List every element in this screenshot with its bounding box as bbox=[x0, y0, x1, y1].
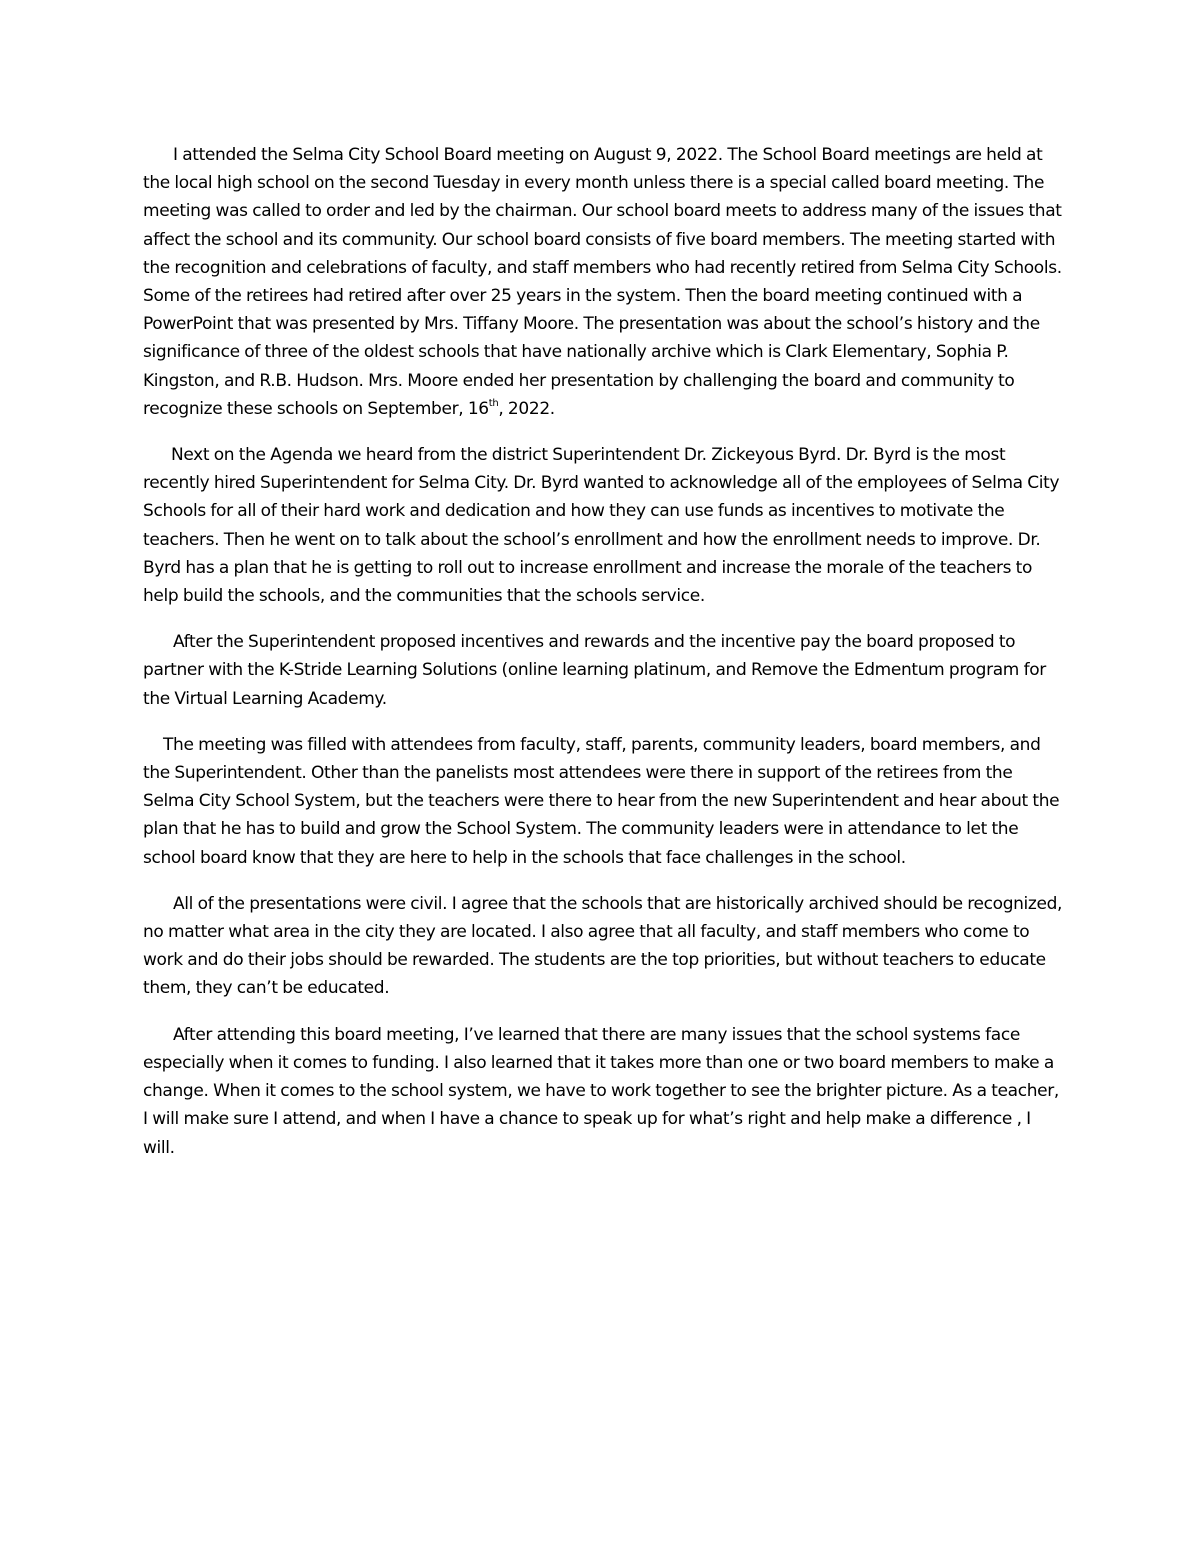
paragraph-4: The meeting was filled with attendees from faculty, staff, parents, community leaders, board members, and the Superintendent. Other than the panelists most attendees were there in support of the retirees from the Selma City School System, but the teachers were there to hear from the new Superintendent and hear about the plan that he has to build and grow the School System. The community leaders were in attendance to let the school board know that they are here to help in the schools that face challenges in the school. bbox=[143, 734, 1060, 868]
document-body bbox=[143, 141, 1063, 1180]
paragraph-2: Next on the Agenda we heard from the district Superintendent Dr. Zickeyous Byrd. Dr. Byrd is the most recently hired Superintendent for Selma City. Dr. Byrd wanted to acknowledge all of the employees of Selma City Schools for all of their hard work and dedication and how they can use funds as incentives to motivate the teachers. Then he went on to talk about the school’s enrollment and how the enrollment needs to improve. Dr. Byrd has a plan that he is getting to roll out to increase enrollment and increase the morale of the teachers to help build the schools, and the communities that the schools service. bbox=[143, 445, 1060, 607]
paragraph-6: After attending this board meeting, I’ve learned that there are many issues that the school systems face especially when it comes to funding. I also learned that it takes more than one or two board members to make a change. When it comes to the school system, we have to work together to see the brighter picture. As a teacher, I will make sure I attend, and when I have a chance to speak up for what’s right and help make a difference , I will. bbox=[143, 1024, 1059, 1158]
paragraph-1 bbox=[143, 141, 1063, 423]
ordinal-suffix: th bbox=[488, 398, 499, 410]
paragraph-3: After the Superintendent proposed incentives and rewards and the incentive pay the board proposed to partner with the K-Stride Learning Solutions (online learning platinum, and Remove the Edmentum program for the Virtual Learning Academy. bbox=[143, 632, 1046, 709]
paragraph-5: All of the presentations were civil. I agree that the schools that are historically archived should be recognized, no matter what area in the city they are located. I also agree that all faculty, and staff members who come to work and do their jobs should be rewarded. The students are the top priorities, but without teachers to educate them, they can’t be educated. bbox=[143, 893, 1063, 999]
paragraph-1-ending: , 2022. bbox=[498, 398, 555, 419]
paragraph-1-text: I attended the Selma City School Board meeting on August 9, 2022. The School Board meetings are held at the local high school on the second Tuesday in every month unless there is a special called board meeting. The meeting was called to order and led by the chairman. Our school board meets to address many of the issues that affect the school and its community. Our school board consists of five board members. The meeting started with the recognition and celebrations of faculty, and staff members who had recently retired from Selma City Schools. Some of the retirees had retired after over 25 years in the system. Then the board meeting continued with a PowerPoint that was presented by Mrs. Tiffany Moore. The presentation was about the school’s history and the significance of three of the oldest schools that have nationally archive which is Clark Elementary, Sophia P. Kingston, and R.B. Hudson. Mrs. Moore ended her presentation by challenging the board and community to recognize these schools on September, 16 bbox=[143, 145, 1062, 419]
